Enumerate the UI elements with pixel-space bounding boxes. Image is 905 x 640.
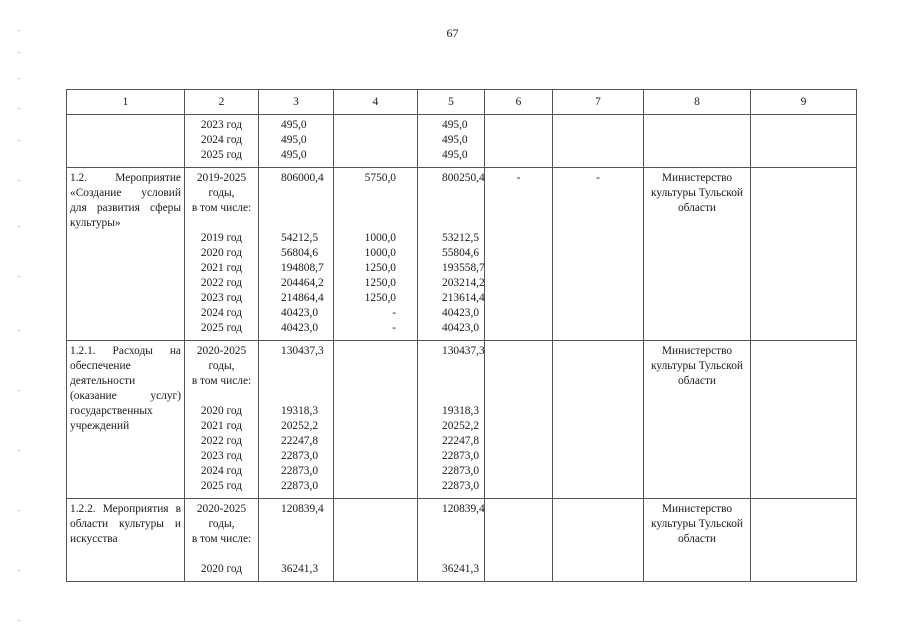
responsible-agency-cell	[644, 115, 751, 168]
amount-list	[259, 115, 333, 167]
spacer	[281, 374, 329, 389]
spacer	[338, 216, 396, 231]
header-cell: 6	[485, 90, 553, 115]
amount-cell-col5	[418, 168, 485, 341]
amount-list	[418, 168, 484, 340]
header-cell: 1	[67, 90, 185, 115]
responsible-agency: Министерство культуры Тульской области	[651, 172, 743, 214]
amount-value: 495,0	[442, 149, 468, 161]
amount-cell-col4	[334, 115, 418, 168]
total-amount: 130437,3	[442, 345, 485, 357]
amount-value: 193558,7	[442, 262, 485, 274]
cell-value	[751, 115, 856, 122]
value-cell-col6	[485, 499, 553, 582]
amount-value: 22247,8	[442, 435, 480, 447]
amount-value: 22873,0	[281, 480, 319, 492]
activity-description-cell	[67, 499, 185, 582]
amount-value: 194808,7	[281, 262, 324, 274]
amount-list	[334, 168, 417, 340]
amount-value: 20252,2	[281, 420, 319, 432]
total-amount: 130437,3	[281, 345, 324, 357]
period-cell	[185, 499, 259, 582]
year-label: 2025 год	[200, 322, 243, 334]
amount-list	[334, 499, 417, 581]
spacer	[281, 186, 329, 201]
amount-value: 1250,0	[364, 292, 396, 304]
total-amount: 800250,4	[442, 172, 485, 184]
spacer	[189, 216, 254, 231]
year-label: 2024 год	[200, 134, 243, 146]
responsible-agency-cell	[644, 499, 751, 582]
amount-cell-col3	[259, 168, 334, 341]
page-number: 67	[446, 26, 459, 40]
total-amount: 806000,4	[281, 172, 324, 184]
amount-list	[418, 341, 484, 498]
amount-value: 1000,0	[364, 247, 396, 259]
value-cell-col7	[553, 115, 644, 168]
value-cell-col7	[553, 499, 644, 582]
spacer	[281, 359, 329, 374]
amount-value: 36241,3	[442, 563, 480, 575]
year-label: 2021 год	[200, 262, 243, 274]
year-label: 2020 год	[200, 247, 243, 259]
period-heading-line: 2020-2025	[196, 503, 247, 515]
amount-value: 22873,0	[281, 450, 319, 462]
amount-value: 36241,3	[281, 563, 319, 575]
cell-value	[485, 341, 552, 348]
header-cell: 3	[259, 90, 334, 115]
amount-list	[259, 341, 333, 498]
cell-value	[485, 115, 552, 122]
header-cell: 8	[644, 90, 751, 115]
amount-value: 214864,4	[281, 292, 324, 304]
amount-cell-col3	[259, 115, 334, 168]
amount-value: 1000,0	[364, 232, 396, 244]
value-cell-col9	[751, 499, 857, 582]
table-row	[67, 341, 857, 499]
spacer	[338, 374, 396, 389]
amount-list	[259, 168, 333, 340]
amount-list	[259, 499, 333, 581]
spacer	[281, 517, 329, 532]
year-label: 2022 год	[200, 435, 243, 447]
total-amount: 120839,4	[442, 503, 485, 515]
table-row	[67, 115, 857, 168]
spacer	[281, 532, 329, 547]
amount-cell-col5	[418, 499, 485, 582]
year-label: 2025 год	[200, 149, 243, 161]
amount-value	[338, 479, 396, 494]
margin-scan-marks	[18, 30, 22, 630]
year-label: 2021 год	[200, 420, 243, 432]
amount-value	[338, 464, 396, 479]
spacer	[442, 532, 480, 547]
amount-list	[418, 115, 484, 167]
cell-value: -	[516, 172, 521, 184]
amount-value: 1250,0	[364, 277, 396, 289]
cell-value	[553, 115, 643, 122]
amount-value: 204464,2	[281, 277, 324, 289]
cell-value	[553, 341, 643, 348]
spacer	[281, 201, 329, 216]
amount-value: 20252,2	[442, 420, 480, 432]
spacer	[442, 517, 480, 532]
amount-value: 22873,0	[442, 450, 480, 462]
amount-value: 22247,8	[281, 435, 319, 447]
total-amount	[338, 344, 396, 359]
period-heading-line: 2019-2025	[196, 172, 247, 184]
header-cell: 4	[334, 90, 418, 115]
value-cell-col9	[751, 168, 857, 341]
period-heading-line: годы,	[208, 518, 235, 530]
spacer	[442, 201, 480, 216]
value-cell-col6	[485, 115, 553, 168]
responsible-agency-cell	[644, 341, 751, 499]
period-list	[185, 115, 258, 167]
amount-cell-col5	[418, 341, 485, 499]
table-row	[67, 499, 857, 582]
value-cell-col9	[751, 341, 857, 499]
header-cell: 7	[553, 90, 644, 115]
period-list	[185, 341, 258, 498]
activity-description: 1.2.1. Расходы на обеспечение деятельности (оказание услуг) государственных учреждений	[70, 345, 181, 432]
spacer	[281, 547, 329, 562]
amount-value: 40423,0	[442, 322, 480, 334]
amount-value: 22873,0	[442, 465, 480, 477]
spacer	[442, 359, 480, 374]
responsible-agency: Министерство культуры Тульской области	[651, 345, 743, 387]
spacer	[189, 547, 254, 562]
period-cell	[185, 341, 259, 499]
spacer	[442, 216, 480, 231]
amount-value	[338, 434, 396, 449]
spacer	[442, 374, 480, 389]
period-heading-line: в том числе:	[191, 533, 252, 545]
amount-value	[338, 404, 396, 419]
amount-value	[338, 449, 396, 464]
amount-cell-col4	[334, 341, 418, 499]
header-cell: 2	[185, 90, 259, 115]
amount-cell-col3	[259, 499, 334, 582]
activity-description-cell	[67, 341, 185, 499]
total-amount: 5750,0	[364, 172, 396, 184]
amount-value	[338, 562, 396, 577]
spacer	[338, 389, 396, 404]
year-label: 2024 год	[200, 307, 243, 319]
spacer	[338, 532, 396, 547]
period-cell	[185, 168, 259, 341]
value-cell-col7	[553, 341, 644, 499]
spacer	[338, 359, 396, 374]
amount-list	[334, 341, 417, 498]
amount-value: 40423,0	[442, 307, 480, 319]
value-cell-col9	[751, 115, 857, 168]
spacer	[442, 186, 480, 201]
year-label: 2023 год	[200, 450, 243, 462]
year-label: 2022 год	[200, 277, 243, 289]
value-cell-col7	[553, 168, 644, 341]
spacer	[338, 186, 396, 201]
amount-value: 495,0	[281, 149, 307, 161]
cell-value	[751, 168, 856, 175]
year-label: 2023 год	[200, 292, 243, 304]
total-amount	[338, 502, 396, 517]
spacer	[338, 201, 396, 216]
activity-description	[67, 115, 184, 122]
amount-value: 495,0	[442, 119, 468, 131]
period-list	[185, 499, 258, 581]
cell-value	[485, 499, 552, 506]
responsible-agency	[644, 115, 750, 122]
amount-list	[334, 115, 417, 167]
amount-value: 54212,5	[281, 232, 319, 244]
year-label: 2019 год	[200, 232, 243, 244]
spacer	[281, 389, 329, 404]
header-cell: 9	[751, 90, 857, 115]
activity-description-cell	[67, 168, 185, 341]
amount-value: -	[392, 307, 396, 319]
activity-description-cell	[67, 115, 185, 168]
amount-value: 40423,0	[281, 322, 319, 334]
spacer	[189, 389, 254, 404]
cell-value	[751, 499, 856, 506]
amount-cell-col5	[418, 115, 485, 168]
amount-value: 19318,3	[281, 405, 319, 417]
total-amount: 120839,4	[281, 503, 324, 515]
cell-value	[751, 341, 856, 348]
header-cell: 5	[418, 90, 485, 115]
cell-value	[553, 499, 643, 506]
amount-value: 1250,0	[364, 262, 396, 274]
amount-value: 22873,0	[281, 465, 319, 477]
amount-value	[338, 419, 396, 434]
year-label: 2020 год	[200, 563, 243, 575]
budget-table	[66, 89, 857, 582]
period-heading-line: в том числе:	[191, 375, 252, 387]
amount-value	[338, 148, 396, 163]
spacer	[442, 547, 480, 562]
value-cell-col6	[485, 168, 553, 341]
spacer	[338, 547, 396, 562]
table-row	[67, 168, 857, 341]
amount-value: 40423,0	[281, 307, 319, 319]
amount-value: 203214,2	[442, 277, 485, 289]
period-heading-line: годы,	[208, 187, 235, 199]
year-label: 2025 год	[200, 480, 243, 492]
amount-value: 495,0	[442, 134, 468, 146]
amount-value	[338, 133, 396, 148]
period-heading-line: 2020-2025	[196, 345, 247, 357]
amount-cell-col4	[334, 168, 418, 341]
amount-value: 56804,6	[281, 247, 319, 259]
spacer	[338, 517, 396, 532]
amount-list	[418, 499, 484, 581]
amount-value: -	[392, 322, 396, 334]
amount-value: 53212,5	[442, 232, 480, 244]
amount-value: 495,0	[281, 119, 307, 131]
responsible-agency-cell	[644, 168, 751, 341]
value-cell-col6	[485, 341, 553, 499]
amount-value: 213614,4	[442, 292, 485, 304]
cell-value: -	[596, 172, 600, 184]
period-list	[185, 168, 258, 340]
spacer	[442, 389, 480, 404]
amount-value: 55804,6	[442, 247, 480, 259]
amount-cell-col4	[334, 499, 418, 582]
period-heading-line: в том числе:	[191, 202, 252, 214]
year-label: 2020 год	[200, 405, 243, 417]
activity-description: 1.2. Мероприятие «Создание условий для развития сферы культуры»	[70, 172, 181, 229]
header-row	[67, 90, 857, 115]
year-label: 2024 год	[200, 465, 243, 477]
period-heading-line: годы,	[208, 360, 235, 372]
responsible-agency: Министерство культуры Тульской области	[651, 503, 743, 545]
period-cell	[185, 115, 259, 168]
activity-description: 1.2.2. Мероприятия в области культуры и искусства	[70, 503, 181, 545]
year-label: 2023 год	[200, 119, 243, 131]
spacer	[281, 216, 329, 231]
amount-cell-col3	[259, 341, 334, 499]
amount-value: 22873,0	[442, 480, 480, 492]
amount-value: 495,0	[281, 134, 307, 146]
amount-value: 19318,3	[442, 405, 480, 417]
amount-value	[338, 118, 396, 133]
